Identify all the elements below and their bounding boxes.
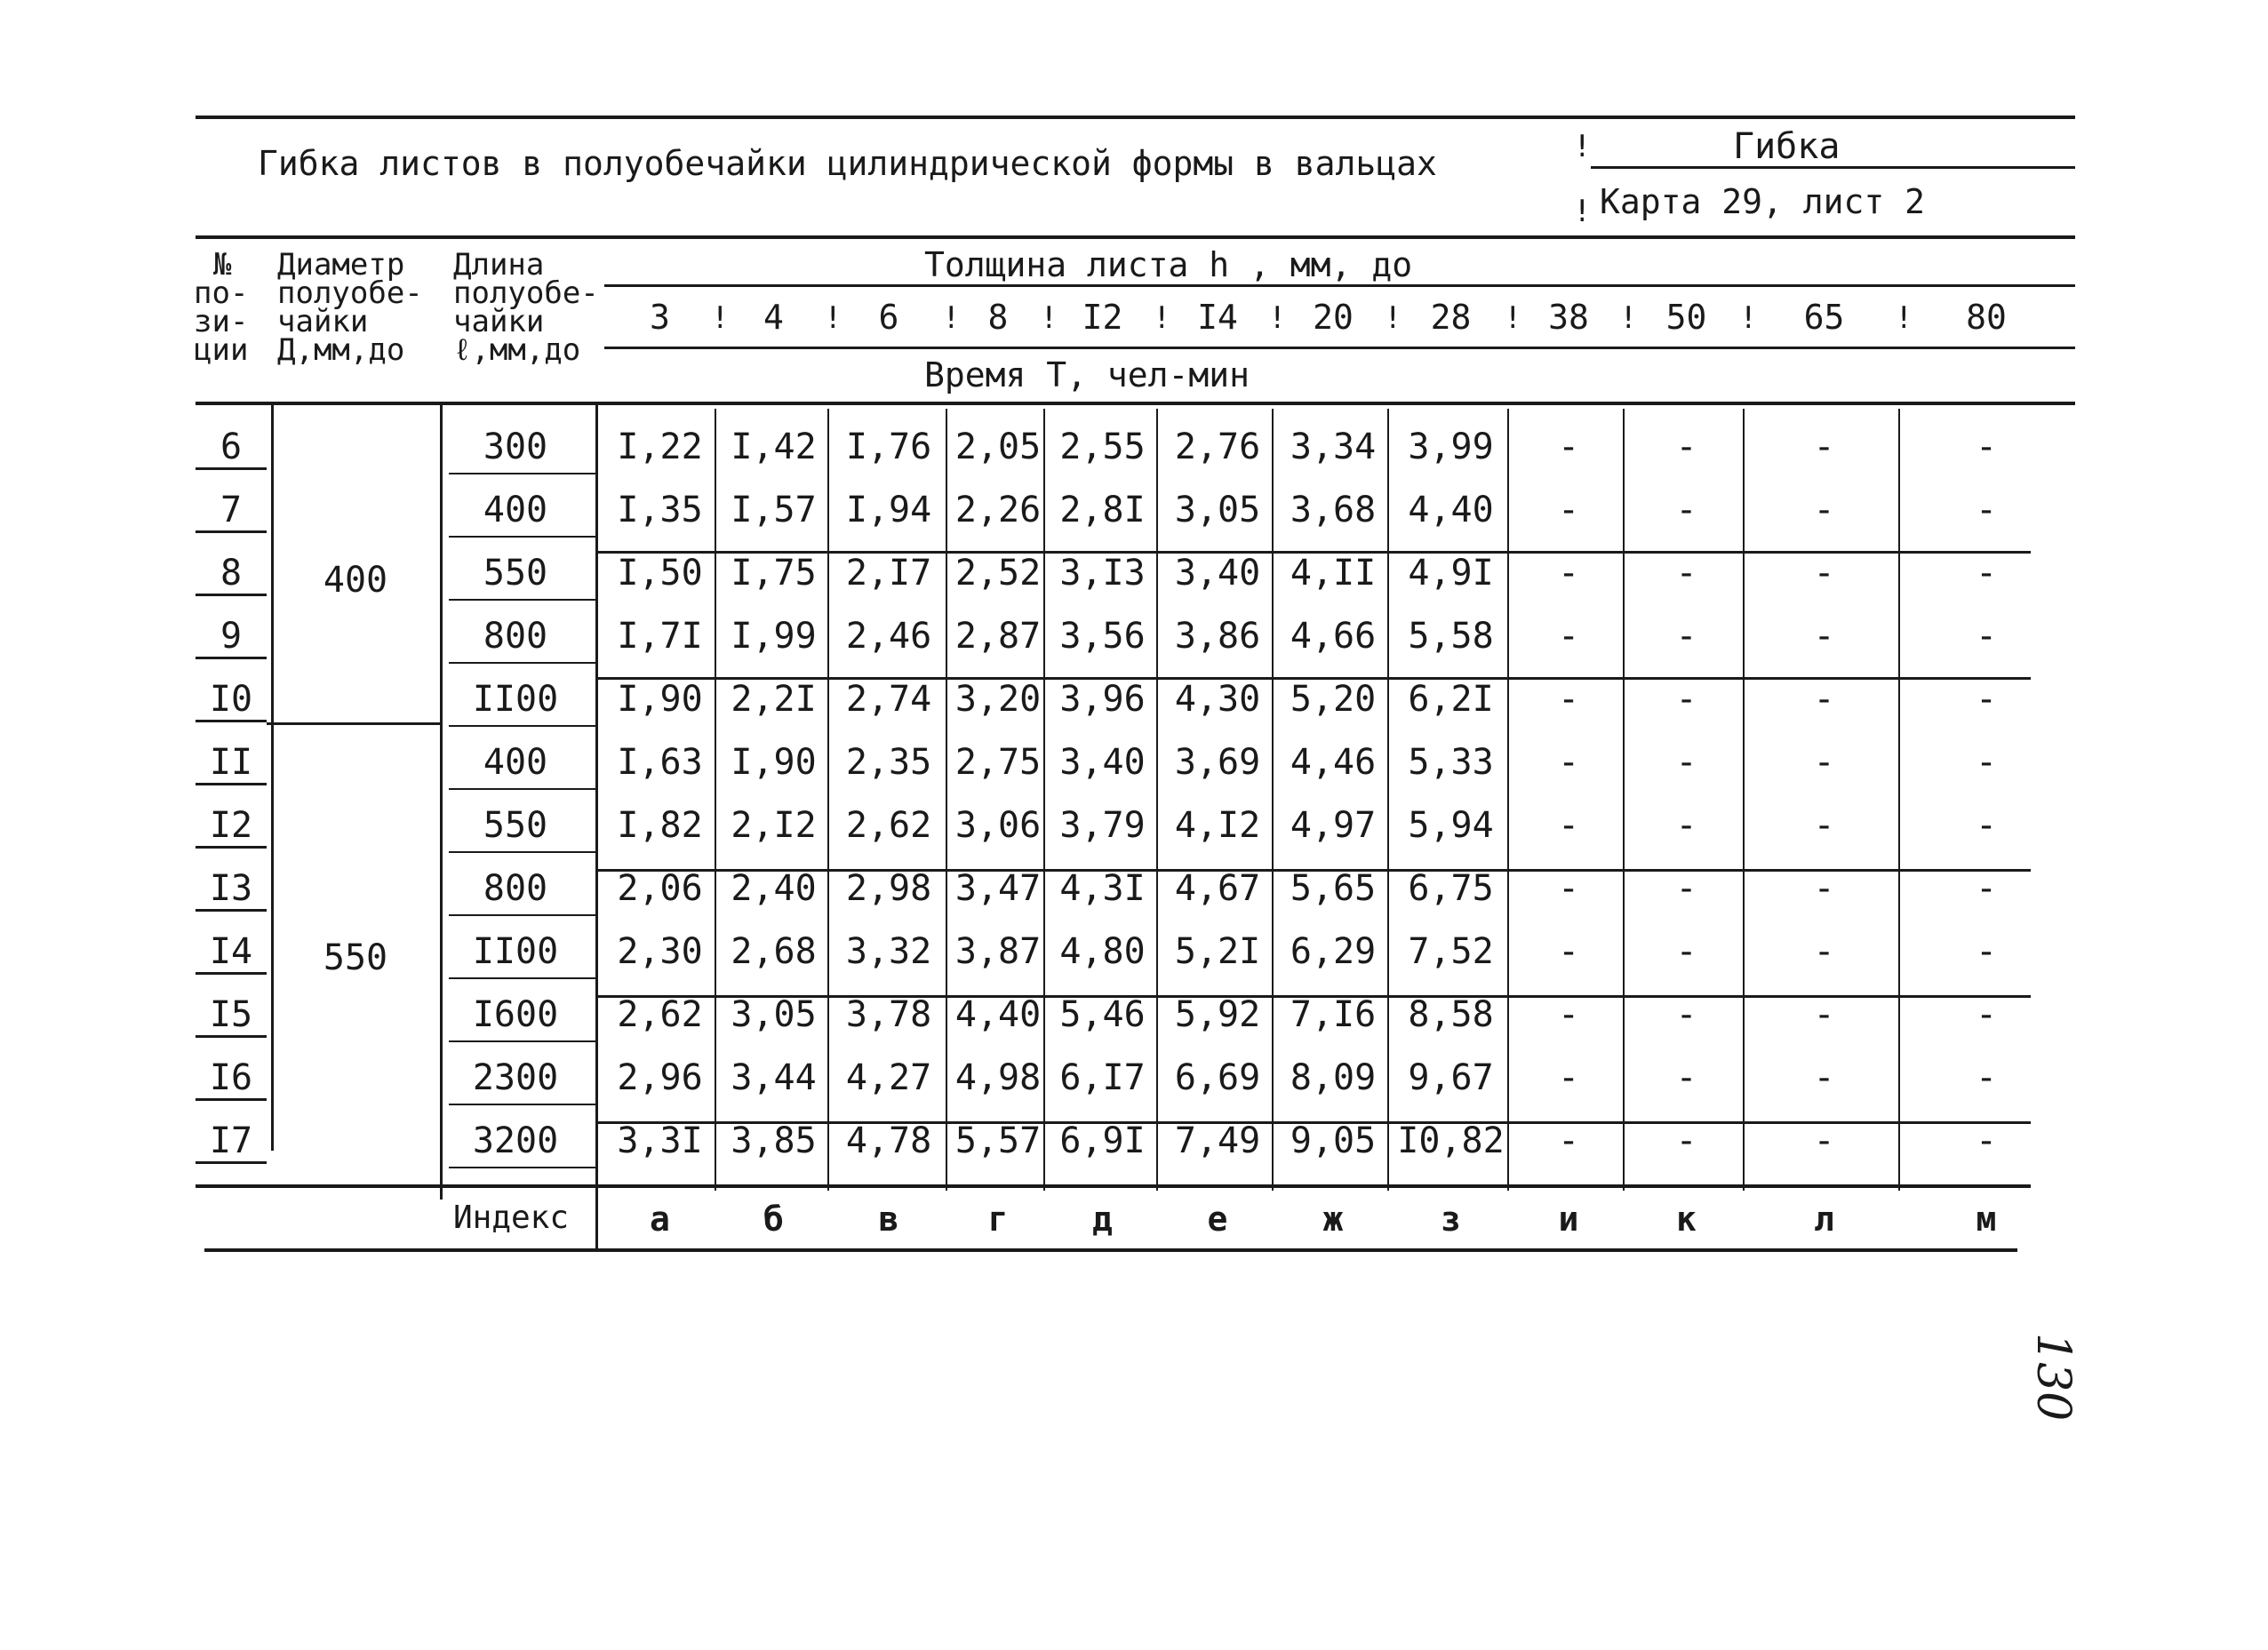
time-value: - <box>1813 994 1835 1035</box>
time-value: 2,I7 <box>845 553 932 594</box>
time-value: - <box>1813 1120 1835 1161</box>
time-value: - <box>1557 931 1580 972</box>
value-column-divider <box>827 409 829 1191</box>
time-value: I,57 <box>731 490 817 530</box>
time-value: 2,98 <box>845 868 932 909</box>
index-letter: ж <box>1322 1200 1344 1239</box>
time-value: 3,56 <box>1059 616 1146 657</box>
time-value: 2,46 <box>845 616 932 657</box>
time-value: 3,05 <box>731 994 817 1035</box>
time-value: 2,62 <box>617 994 703 1035</box>
thickness-header: Толщина листа h , мм, до <box>924 245 1413 284</box>
time-value: - <box>1813 553 1835 594</box>
time-value: I,35 <box>617 490 703 530</box>
time-value: 3,44 <box>731 1057 817 1098</box>
time-value: 7,I6 <box>1290 994 1377 1035</box>
time-value: 5,46 <box>1059 994 1146 1035</box>
thickness-value: 65 <box>1803 298 1845 337</box>
thickness-value: 20 <box>1313 298 1354 337</box>
time-value: - <box>1675 490 1697 530</box>
time-value: 2,35 <box>845 742 932 783</box>
time-value: 4,46 <box>1290 742 1377 783</box>
thickness-value: 4 <box>763 298 784 337</box>
time-value: 2,30 <box>617 931 703 972</box>
separator-mark: ! <box>1739 300 1758 336</box>
index-letter: д <box>1092 1200 1113 1239</box>
position-number: 6 <box>196 426 267 470</box>
time-value: 4,67 <box>1174 868 1261 909</box>
time-value: 3,68 <box>1290 490 1377 530</box>
thickness-value: 8 <box>987 298 1009 337</box>
page-number: 130 <box>2026 1333 2080 1422</box>
separator-mark: ! <box>1619 300 1638 336</box>
row-rule <box>449 914 595 916</box>
time-value: 4,II <box>1290 553 1377 594</box>
time-value: - <box>1813 679 1835 720</box>
thickness-value: 38 <box>1548 298 1589 337</box>
index-top-rule <box>196 1184 2031 1188</box>
time-value: 7,49 <box>1174 1120 1261 1161</box>
separator-mark: ! <box>824 300 843 336</box>
header-line: зи- <box>194 304 249 339</box>
time-value: 3,34 <box>1290 426 1377 467</box>
time-value: I,42 <box>731 426 817 467</box>
time-value: 3,99 <box>1408 426 1494 467</box>
value-column-divider <box>1507 409 1509 1191</box>
value-column-divider <box>1898 409 1900 1191</box>
time-value: I,22 <box>617 426 703 467</box>
length-value: 3200 <box>472 1120 559 1161</box>
time-value: I,63 <box>617 742 703 783</box>
header-line: Д,мм,до <box>277 332 405 368</box>
value-column-divider <box>946 409 947 1191</box>
time-value: 3,40 <box>1059 742 1146 783</box>
group-rule <box>595 551 2031 554</box>
time-value: - <box>1813 490 1835 530</box>
separator-mark: ! <box>1268 300 1287 336</box>
thickness-value: 28 <box>1430 298 1472 337</box>
thickness-value: I4 <box>1197 298 1238 337</box>
time-value: 3,78 <box>845 994 932 1035</box>
index-letter: б <box>763 1200 784 1239</box>
time-value: - <box>1975 616 1998 657</box>
time-value: 3,47 <box>954 868 1042 909</box>
time-value: 5,2I <box>1174 931 1261 972</box>
header-line: ции <box>194 332 249 368</box>
time-value: - <box>1813 616 1835 657</box>
value-column-divider <box>1272 409 1274 1191</box>
card-label: Карта 29, лист 2 <box>1600 182 1926 221</box>
length-value: 800 <box>483 616 548 657</box>
group-rule <box>595 995 2031 998</box>
thickness-value: 6 <box>878 298 899 337</box>
time-value: 4,30 <box>1174 679 1261 720</box>
length-value: II00 <box>472 931 559 972</box>
time-value: I,50 <box>617 553 703 594</box>
length-value: 400 <box>483 742 548 783</box>
time-value: 3,86 <box>1174 616 1261 657</box>
position-number: I2 <box>196 805 267 849</box>
time-value: I,7I <box>617 616 703 657</box>
separator-mark: ! <box>1153 300 1171 336</box>
time-value: I,90 <box>731 742 817 783</box>
time-value: - <box>1557 1057 1580 1098</box>
time-value: 5,33 <box>1408 742 1494 783</box>
thickness-value: 80 <box>1966 298 2007 337</box>
time-value: - <box>1975 868 1998 909</box>
time-value: 2,74 <box>845 679 932 720</box>
row-rule <box>449 599 595 601</box>
time-value: 6,I7 <box>1059 1057 1146 1098</box>
time-value: 5,94 <box>1408 805 1494 846</box>
separator-mark: ! <box>1895 300 1913 336</box>
time-value: - <box>1975 994 1998 1035</box>
time-value: 4,78 <box>845 1120 932 1161</box>
length-value: 550 <box>483 553 548 594</box>
length-header <box>453 247 599 368</box>
time-value: 2,68 <box>731 931 817 972</box>
time-value: 8,58 <box>1408 994 1494 1035</box>
row-rule <box>449 473 595 474</box>
row-rule <box>449 536 595 538</box>
time-value: 2,05 <box>954 426 1042 467</box>
time-value: 2,52 <box>954 553 1042 594</box>
index-letter: и <box>1558 1200 1579 1239</box>
time-value: 3,05 <box>1174 490 1261 530</box>
separator-mark: ! <box>1573 194 1592 229</box>
time-value: I,90 <box>617 679 703 720</box>
time-value: 4,97 <box>1290 805 1377 846</box>
time-value: - <box>1675 742 1697 783</box>
value-column-divider <box>1387 409 1389 1191</box>
index-label: Индекс <box>452 1200 570 1236</box>
separator-mark: ! <box>1573 129 1592 164</box>
time-value: 4,9I <box>1408 553 1494 594</box>
time-value: - <box>1813 868 1835 909</box>
time-value: - <box>1813 1057 1835 1098</box>
time-value: - <box>1813 742 1835 783</box>
time-value: - <box>1557 426 1580 467</box>
length-value: 300 <box>483 426 548 467</box>
time-value: 2,62 <box>845 805 932 846</box>
time-value: I,76 <box>845 426 932 467</box>
separator-mark: ! <box>1384 300 1402 336</box>
time-value: 8,09 <box>1290 1057 1377 1098</box>
time-value: - <box>1975 490 1998 530</box>
position-number: I4 <box>196 931 267 975</box>
header-bottom-rule <box>196 235 2075 239</box>
index-letter: м <box>1976 1200 1997 1239</box>
separator-mark: ! <box>942 300 961 336</box>
separator-mark: ! <box>711 300 730 336</box>
time-value: - <box>1813 931 1835 972</box>
value-column-divider <box>1043 409 1045 1191</box>
time-value: - <box>1557 553 1580 594</box>
page-title: Гибка листов в полуобечайки цилиндрической формы в вальцах <box>258 144 1437 183</box>
time-value: 2,75 <box>954 742 1042 783</box>
time-value: - <box>1813 805 1835 846</box>
diameter-group-divider <box>267 722 440 725</box>
time-value: 6,75 <box>1408 868 1494 909</box>
time-value: 3,06 <box>954 805 1042 846</box>
time-value: - <box>1975 805 1998 846</box>
time-value: 2,96 <box>617 1057 703 1098</box>
time-value: 2,I2 <box>731 805 817 846</box>
time-header: Время Т, чел-мин <box>924 355 1250 395</box>
position-number: I7 <box>196 1120 267 1164</box>
position-number: II <box>196 742 267 785</box>
time-value: I,75 <box>731 553 817 594</box>
time-value: 4,27 <box>845 1057 932 1098</box>
thickness-rule <box>604 284 2075 287</box>
header-line: полуобе- <box>277 275 423 311</box>
group-rule <box>595 677 2031 680</box>
time-value: 4,80 <box>1059 931 1146 972</box>
time-value: I,94 <box>845 490 932 530</box>
group-rule <box>595 1121 2031 1124</box>
time-value: 2,55 <box>1059 426 1146 467</box>
row-rule <box>449 851 595 853</box>
time-value: 5,20 <box>1290 679 1377 720</box>
time-value: 5,65 <box>1290 868 1377 909</box>
length-value: 550 <box>483 805 548 846</box>
time-value: - <box>1975 931 1998 972</box>
group-rule <box>595 869 2031 872</box>
thickness-value: 3 <box>650 298 670 337</box>
time-value: - <box>1675 805 1697 846</box>
time-value: 3,I3 <box>1059 553 1146 594</box>
time-value: 2,2I <box>731 679 817 720</box>
time-value: - <box>1557 1120 1580 1161</box>
time-value: 4,3I <box>1059 868 1146 909</box>
time-value: 3,69 <box>1174 742 1261 783</box>
time-value: 4,66 <box>1290 616 1377 657</box>
header-line: полуобе- <box>453 275 599 311</box>
time-value: 2,76 <box>1174 426 1261 467</box>
row-rule <box>449 725 595 727</box>
position-number: I0 <box>196 679 267 722</box>
time-value: 3,85 <box>731 1120 817 1161</box>
index-letter: з <box>1441 1200 1461 1239</box>
time-value: 9,05 <box>1290 1120 1377 1161</box>
index-letter: г <box>987 1200 1009 1239</box>
row-rule <box>449 788 595 790</box>
length-value: 400 <box>483 490 548 530</box>
time-value: - <box>1675 1120 1697 1161</box>
value-column-divider <box>1743 409 1745 1191</box>
time-value: - <box>1557 490 1580 530</box>
position-number: I5 <box>196 994 267 1038</box>
thickness-value: I2 <box>1082 298 1123 337</box>
column-divider <box>440 404 443 1200</box>
time-value: - <box>1557 679 1580 720</box>
time-value: 2,87 <box>954 616 1042 657</box>
time-value: 2,40 <box>731 868 817 909</box>
position-number: I6 <box>196 1057 267 1101</box>
time-value: - <box>1675 679 1697 720</box>
section-label: Гибка <box>1733 126 1841 167</box>
time-value: - <box>1675 553 1697 594</box>
time-value: 4,40 <box>1408 490 1494 530</box>
row-rule <box>449 1104 595 1105</box>
time-value: - <box>1975 1057 1998 1098</box>
position-number: 8 <box>196 553 267 596</box>
time-value: 3,3I <box>617 1120 703 1161</box>
position-number: I3 <box>196 868 267 912</box>
time-value: - <box>1975 426 1998 467</box>
row-rule <box>449 1167 595 1168</box>
time-value: - <box>1557 868 1580 909</box>
time-value: - <box>1675 616 1697 657</box>
time-value: I,99 <box>731 616 817 657</box>
value-column-divider <box>1623 409 1625 1191</box>
time-value: - <box>1675 868 1697 909</box>
row-rule <box>449 662 595 664</box>
time-value: - <box>1675 931 1697 972</box>
index-letter: к <box>1676 1200 1697 1239</box>
header-line: по- <box>194 275 249 311</box>
value-column-divider <box>715 409 716 1191</box>
row-rule <box>449 1040 595 1042</box>
diameter-value: 400 <box>323 560 388 601</box>
time-value: 2,06 <box>617 868 703 909</box>
time-value: 3,96 <box>1059 679 1146 720</box>
time-value: - <box>1557 805 1580 846</box>
time-value: - <box>1557 742 1580 783</box>
value-column-divider <box>1156 409 1158 1191</box>
time-value: 3,87 <box>954 931 1042 972</box>
time-value: - <box>1975 679 1998 720</box>
time-value: 6,29 <box>1290 931 1377 972</box>
index-letter: а <box>650 1200 670 1239</box>
time-value: 5,57 <box>954 1120 1042 1161</box>
time-value: I,82 <box>617 805 703 846</box>
header-line: Длина <box>453 247 545 283</box>
position-number: 9 <box>196 616 267 659</box>
time-value: 5,58 <box>1408 616 1494 657</box>
index-letter: е <box>1207 1200 1228 1239</box>
thickness-values-rule <box>604 347 2075 349</box>
time-value: - <box>1675 426 1697 467</box>
top-rule <box>196 116 2075 119</box>
index-letter: л <box>1814 1200 1834 1239</box>
diameter-header <box>277 247 423 368</box>
index-letter: в <box>878 1200 899 1239</box>
time-value: 6,9I <box>1059 1120 1146 1161</box>
length-value: 2300 <box>472 1057 559 1098</box>
time-value: 2,8I <box>1059 490 1146 530</box>
time-value: - <box>1975 742 1998 783</box>
time-value: 3,32 <box>845 931 932 972</box>
time-value: - <box>1975 553 1998 594</box>
time-value: 2,26 <box>954 490 1042 530</box>
separator-mark: ! <box>1040 300 1058 336</box>
time-value: - <box>1813 426 1835 467</box>
time-value: 4,98 <box>954 1057 1042 1098</box>
diameter-value: 550 <box>323 937 388 978</box>
time-value: - <box>1975 1120 1998 1161</box>
header-line: № <box>213 247 232 283</box>
time-value: - <box>1675 994 1697 1035</box>
length-value: 800 <box>483 868 548 909</box>
header-line: ℓ,мм,до <box>453 332 581 368</box>
time-value: 4,40 <box>954 994 1042 1035</box>
time-value: 6,69 <box>1174 1057 1261 1098</box>
separator-mark: ! <box>1504 300 1522 336</box>
column-header-bottom-rule <box>196 402 2075 405</box>
time-value: 3,79 <box>1059 805 1146 846</box>
column-divider <box>271 404 274 1151</box>
position-header <box>194 247 249 368</box>
time-value: - <box>1557 616 1580 657</box>
length-value: I600 <box>472 994 559 1035</box>
length-value: II00 <box>472 679 559 720</box>
row-rule <box>449 977 595 979</box>
time-value: 5,92 <box>1174 994 1261 1035</box>
position-number: 7 <box>196 490 267 533</box>
time-value: I0,82 <box>1397 1120 1505 1161</box>
time-value: 4,I2 <box>1174 805 1261 846</box>
time-value: - <box>1557 994 1580 1035</box>
time-value: 6,2I <box>1408 679 1494 720</box>
time-value: 3,20 <box>954 679 1042 720</box>
time-value: 9,67 <box>1408 1057 1494 1098</box>
header-line: чайки <box>277 304 369 339</box>
header-line: чайки <box>453 304 545 339</box>
time-value: 7,52 <box>1408 931 1494 972</box>
header-line: Диаметр <box>277 247 405 283</box>
thickness-value: 50 <box>1665 298 1707 337</box>
time-value: 3,40 <box>1174 553 1261 594</box>
index-bottom-rule <box>204 1248 2017 1252</box>
time-value: - <box>1675 1057 1697 1098</box>
